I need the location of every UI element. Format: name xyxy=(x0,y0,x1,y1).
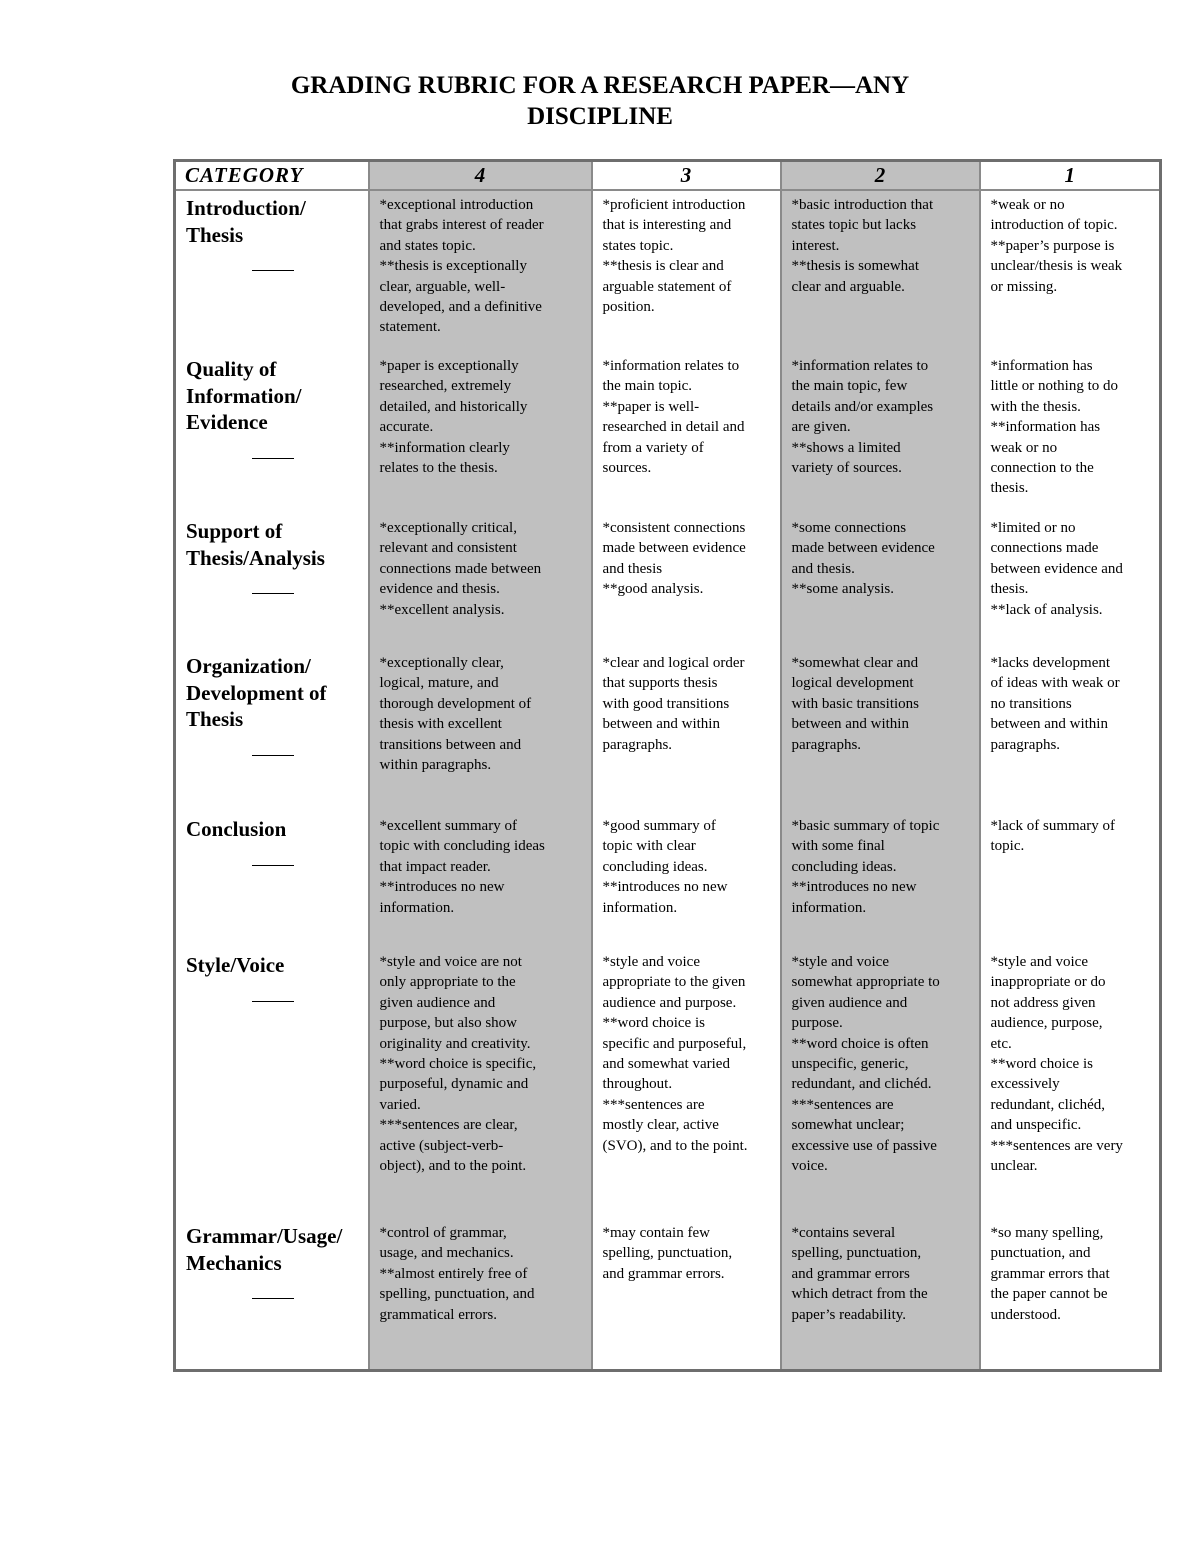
criteria-line: somewhat appropriate to xyxy=(791,974,940,991)
criteria-line: **almost entirely free of xyxy=(379,1265,528,1282)
criteria-line: ***sentences are clear, xyxy=(379,1117,518,1134)
criteria-line: and somewhat varied xyxy=(602,1056,730,1073)
score-blank-line xyxy=(252,1298,294,1299)
criteria-line: **paper’s purpose is xyxy=(990,237,1115,254)
criteria-line: with the thesis. xyxy=(990,398,1081,415)
category-name: Conclusion xyxy=(186,817,287,841)
criteria-line: inappropriate or do xyxy=(990,974,1106,991)
title-line-1: GRADING RUBRIC FOR A RESEARCH PAPER—ANY xyxy=(290,72,910,99)
criteria-line: of ideas with weak or xyxy=(990,675,1120,692)
category-name: Quality of xyxy=(186,357,277,381)
criteria-line: between and within xyxy=(791,716,909,733)
header-score-3: 3 xyxy=(592,161,781,191)
criteria-line: varied. xyxy=(379,1096,421,1113)
criteria-line: etc. xyxy=(990,1035,1012,1052)
criteria-line: topic with concluding ideas xyxy=(379,838,545,855)
criteria-line: *exceptionally critical, xyxy=(379,520,517,536)
criteria-line: *clear and logical order xyxy=(602,655,745,671)
table-row xyxy=(175,1219,1161,1370)
criteria-line: little or nothing to do xyxy=(990,378,1118,395)
criteria-line: originality and creativity. xyxy=(379,1035,531,1052)
criteria-line: thorough development of xyxy=(379,695,532,712)
criteria-line: **paper is well- xyxy=(602,398,700,415)
criteria-cell-score-1 xyxy=(980,190,1161,352)
category-name: Grammar/Usage/ xyxy=(186,1224,343,1248)
criteria-line: variety of sources. xyxy=(791,460,902,477)
category-cell xyxy=(175,190,369,352)
criteria-line: researched, extremely xyxy=(379,378,512,395)
criteria-line: *contains several xyxy=(791,1225,896,1241)
criteria-line: **good analysis. xyxy=(602,581,704,598)
criteria-line: redundant, clichéd, xyxy=(990,1096,1106,1113)
criteria-cell-score-2 xyxy=(781,514,980,649)
criteria-line: *some connections xyxy=(791,520,907,536)
criteria-line: interest. xyxy=(791,237,840,254)
criteria-line: and thesis xyxy=(602,560,663,577)
criteria-line: *good summary of xyxy=(602,818,716,834)
category-cell xyxy=(175,1219,369,1370)
criteria-cell-score-4 xyxy=(369,514,592,649)
rubric-table xyxy=(173,159,1162,1372)
criteria-line: **some analysis. xyxy=(791,581,894,598)
criteria-line: *basic summary of topic xyxy=(791,818,940,834)
criteria-line: *information relates to xyxy=(602,358,740,374)
criteria-line: logical development xyxy=(791,675,914,692)
criteria-line: states topic. xyxy=(602,237,674,254)
criteria-cell-score-3 xyxy=(592,948,781,1219)
criteria-line: details and/or examples xyxy=(791,398,934,415)
criteria-line: usage, and mechanics. xyxy=(379,1245,514,1262)
criteria-line: *lacks development xyxy=(990,655,1111,671)
criteria-line: topic. xyxy=(990,838,1025,855)
criteria-cell-score-3 xyxy=(592,514,781,649)
criteria-line: are given. xyxy=(791,419,851,436)
criteria-line: made between evidence xyxy=(602,540,746,557)
criteria-line: *may contain few xyxy=(602,1225,710,1241)
criteria-line: *lack of summary of xyxy=(990,818,1116,834)
criteria-line: *style and voice xyxy=(990,954,1088,970)
criteria-line: *so many spelling, xyxy=(990,1225,1104,1241)
criteria-line: paragraphs. xyxy=(990,736,1061,753)
criteria-line: concluding ideas. xyxy=(791,858,897,875)
criteria-line: *information has xyxy=(990,358,1093,374)
category-name: Organization/ xyxy=(186,654,311,678)
criteria-line: researched in detail and xyxy=(602,419,745,436)
criteria-line: topic with clear xyxy=(602,838,696,855)
criteria-line: arguable statement of xyxy=(602,278,732,295)
criteria-cell-score-1 xyxy=(980,1219,1161,1370)
criteria-line: made between evidence xyxy=(791,540,935,557)
criteria-line: **thesis is clear and xyxy=(602,258,724,275)
criteria-line: ***sentences are xyxy=(602,1096,705,1113)
criteria-line: **information clearly xyxy=(379,439,510,456)
criteria-line: between and within xyxy=(990,716,1108,733)
criteria-line: concluding ideas. xyxy=(602,858,708,875)
criteria-cell-score-4 xyxy=(369,352,592,514)
criteria-line: **lack of analysis. xyxy=(990,601,1103,618)
criteria-line: statement. xyxy=(379,319,441,336)
score-blank-line xyxy=(252,458,294,459)
criteria-line: which detract from the xyxy=(791,1286,928,1303)
criteria-cell-score-4 xyxy=(369,1219,592,1370)
criteria-line: specific and purposeful, xyxy=(602,1035,747,1052)
criteria-line: excessively xyxy=(990,1076,1060,1093)
criteria-line: *consistent connections xyxy=(602,520,746,536)
criteria-line: **introduces no new xyxy=(602,879,728,896)
category-cell xyxy=(175,948,369,1219)
criteria-line: relevant and consistent xyxy=(379,540,517,557)
criteria-cell-score-2 xyxy=(781,352,980,514)
criteria-cell-score-4 xyxy=(369,190,592,352)
category-name: Mechanics xyxy=(186,1250,282,1275)
criteria-cell-score-4 xyxy=(369,812,592,948)
criteria-line: information. xyxy=(379,899,455,916)
criteria-line: *paper is exceptionally xyxy=(379,358,519,374)
criteria-line: connections made between xyxy=(379,560,542,577)
criteria-line: spelling, punctuation, xyxy=(791,1245,922,1262)
criteria-line: information. xyxy=(602,899,678,916)
criteria-line: *style and voice xyxy=(602,954,700,970)
criteria-line: *limited or no xyxy=(990,520,1076,536)
criteria-line: not address given xyxy=(990,994,1096,1011)
criteria-line: *exceptionally clear, xyxy=(379,655,504,671)
criteria-line: evidence and thesis. xyxy=(379,581,500,598)
criteria-line: and unspecific. xyxy=(990,1117,1082,1134)
criteria-line: **thesis is exceptionally xyxy=(379,258,527,275)
criteria-line: mostly clear, active xyxy=(602,1117,719,1134)
criteria-cell-score-4 xyxy=(369,649,592,812)
criteria-line: excessive use of passive xyxy=(791,1137,937,1154)
criteria-cell-score-3 xyxy=(592,190,781,352)
criteria-line: detailed, and historically xyxy=(379,398,528,415)
score-blank-line xyxy=(252,1001,294,1002)
criteria-line: and grammar errors. xyxy=(602,1265,725,1282)
criteria-cell-score-1 xyxy=(980,352,1161,514)
criteria-line: unspecific, generic, xyxy=(791,1056,909,1073)
category-cell xyxy=(175,352,369,514)
criteria-line: introduction of topic. xyxy=(990,217,1118,234)
criteria-line: sources. xyxy=(602,460,652,477)
header-score-2: 2 xyxy=(781,161,980,191)
criteria-line: the main topic, few xyxy=(791,378,908,395)
criteria-line: the paper cannot be xyxy=(990,1286,1108,1303)
criteria-cell-score-2 xyxy=(781,812,980,948)
criteria-line: with basic transitions xyxy=(791,695,919,712)
criteria-line: *somewhat clear and xyxy=(791,655,919,671)
title-line-2: DISCIPLINE xyxy=(527,103,673,130)
criteria-line: connections made xyxy=(990,540,1099,557)
table-row xyxy=(175,190,1161,352)
criteria-line: information. xyxy=(791,899,867,916)
criteria-line: appropriate to the given xyxy=(602,974,746,991)
criteria-line: **word choice is often xyxy=(791,1035,929,1052)
criteria-line: grammar errors that xyxy=(990,1265,1110,1282)
criteria-line: that is interesting and xyxy=(602,217,732,234)
criteria-line: purposeful, dynamic and xyxy=(379,1076,529,1093)
criteria-line: somewhat unclear; xyxy=(791,1117,905,1134)
header-row xyxy=(175,161,1161,191)
criteria-cell-score-3 xyxy=(592,352,781,514)
score-blank-line xyxy=(252,270,294,271)
criteria-line: object), and to the point. xyxy=(379,1158,527,1175)
criteria-line: and grammar errors xyxy=(791,1265,910,1282)
criteria-line: given audience and xyxy=(379,994,496,1011)
criteria-line: *weak or no xyxy=(990,197,1065,213)
criteria-line: only appropriate to the xyxy=(379,974,516,991)
criteria-line: active (subject-verb- xyxy=(379,1137,504,1154)
criteria-line: and thesis. xyxy=(791,560,855,577)
criteria-line: **thesis is somewhat xyxy=(791,258,919,275)
criteria-line: **excellent analysis. xyxy=(379,601,505,618)
criteria-line: purpose, but also show xyxy=(379,1015,517,1032)
criteria-cell-score-2 xyxy=(781,649,980,812)
criteria-line: thesis with excellent xyxy=(379,716,502,733)
category-name: Thesis xyxy=(186,707,244,731)
criteria-line: purpose. xyxy=(791,1015,843,1032)
category-name: Development of xyxy=(186,680,327,705)
header-score-4: 4 xyxy=(369,161,592,191)
table-row xyxy=(175,948,1161,1219)
criteria-line: from a variety of xyxy=(602,439,704,456)
criteria-line: weak or no xyxy=(990,439,1058,456)
criteria-line: connection to the xyxy=(990,460,1094,477)
criteria-line: paragraphs. xyxy=(791,736,862,753)
criteria-line: ***sentences are very xyxy=(990,1137,1123,1154)
criteria-cell-score-2 xyxy=(781,948,980,1219)
criteria-line: audience, purpose, xyxy=(990,1015,1103,1032)
category-name: Introduction/ xyxy=(186,196,306,220)
criteria-line: **word choice is xyxy=(602,1015,705,1032)
criteria-line: **introduces no new xyxy=(791,879,917,896)
table-row xyxy=(175,649,1161,812)
criteria-cell-score-1 xyxy=(980,649,1161,812)
criteria-line: between and within xyxy=(602,716,720,733)
category-cell xyxy=(175,514,369,649)
criteria-line: thesis. xyxy=(990,480,1029,497)
category-name: Information/ xyxy=(186,383,302,408)
criteria-line: grammatical errors. xyxy=(379,1306,497,1323)
criteria-cell-score-1 xyxy=(980,514,1161,649)
criteria-line: *exceptional introduction xyxy=(379,197,534,213)
criteria-line: *proficient introduction xyxy=(602,197,746,213)
criteria-line: **word choice is specific, xyxy=(379,1056,537,1073)
category-name: Evidence xyxy=(186,410,268,434)
criteria-line: that grabs interest of reader xyxy=(379,217,544,234)
criteria-line: spelling, punctuation, xyxy=(602,1245,733,1262)
criteria-line: thesis. xyxy=(990,581,1029,598)
criteria-line: audience and purpose. xyxy=(602,994,737,1011)
criteria-line: understood. xyxy=(990,1306,1061,1323)
criteria-cell-score-1 xyxy=(980,812,1161,948)
criteria-line: paragraphs. xyxy=(602,736,673,753)
category-name: Thesis xyxy=(186,222,244,247)
criteria-line: **introduces no new xyxy=(379,879,505,896)
criteria-cell-score-3 xyxy=(592,1219,781,1370)
criteria-cell-score-3 xyxy=(592,812,781,948)
category-name: Style/Voice xyxy=(186,953,285,977)
criteria-line: unclear. xyxy=(990,1158,1038,1175)
criteria-line: relates to the thesis. xyxy=(379,460,498,477)
criteria-line: accurate. xyxy=(379,419,434,436)
criteria-line: between evidence and xyxy=(990,560,1123,577)
criteria-line: states topic but lacks xyxy=(791,217,917,234)
criteria-line: **information has xyxy=(990,419,1101,436)
criteria-line: *style and voice xyxy=(791,954,889,970)
criteria-line: the main topic. xyxy=(602,378,693,395)
table-row xyxy=(175,812,1161,948)
criteria-line: **shows a limited xyxy=(791,439,901,456)
criteria-line: **word choice is xyxy=(990,1056,1093,1073)
criteria-line: clear and arguable. xyxy=(791,278,905,295)
score-blank-line xyxy=(252,593,294,594)
criteria-line: developed, and a definitive xyxy=(379,299,542,316)
criteria-line: *control of grammar, xyxy=(379,1225,507,1241)
criteria-line: *information relates to xyxy=(791,358,929,374)
criteria-line: transitions between and xyxy=(379,736,522,753)
criteria-line: throughout. xyxy=(602,1076,673,1093)
criteria-line: unclear/thesis is weak xyxy=(990,258,1123,275)
criteria-line: spelling, punctuation, and xyxy=(379,1286,535,1303)
criteria-line: ***sentences are xyxy=(791,1096,894,1113)
criteria-cell-score-2 xyxy=(781,1219,980,1370)
table-row xyxy=(175,352,1161,514)
header-score-1: 1 xyxy=(980,161,1161,191)
category-cell xyxy=(175,812,369,948)
criteria-line: punctuation, and xyxy=(990,1245,1091,1262)
category-name: Support of xyxy=(186,519,283,543)
score-blank-line xyxy=(252,755,294,756)
criteria-line: given audience and xyxy=(791,994,908,1011)
criteria-cell-score-3 xyxy=(592,649,781,812)
criteria-line: *excellent summary of xyxy=(379,818,517,834)
criteria-line: logical, mature, and xyxy=(379,675,499,692)
criteria-line: position. xyxy=(602,299,655,316)
category-cell xyxy=(175,649,369,812)
score-blank-line xyxy=(252,865,294,866)
criteria-line: no transitions xyxy=(990,695,1072,712)
criteria-line: and states topic. xyxy=(379,237,476,254)
criteria-line: within paragraphs. xyxy=(379,757,492,774)
criteria-cell-score-1 xyxy=(980,948,1161,1219)
table-row xyxy=(175,514,1161,649)
criteria-cell-score-4 xyxy=(369,948,592,1219)
criteria-line: voice. xyxy=(791,1158,828,1175)
criteria-line: that supports thesis xyxy=(602,675,718,692)
page-title xyxy=(0,70,1200,132)
criteria-line: *basic introduction that xyxy=(791,197,934,213)
criteria-line: or missing. xyxy=(990,278,1058,295)
criteria-cell-score-2 xyxy=(781,190,980,352)
criteria-line: with some final xyxy=(791,838,885,855)
criteria-line: *style and voice are not xyxy=(379,954,522,970)
criteria-line: (SVO), and to the point. xyxy=(602,1137,748,1154)
criteria-line: clear, arguable, well- xyxy=(379,278,506,295)
criteria-line: that impact reader. xyxy=(379,858,491,875)
criteria-line: redundant, and clichéd. xyxy=(791,1076,932,1093)
criteria-line: with good transitions xyxy=(602,695,730,712)
criteria-line: paper’s readability. xyxy=(791,1306,907,1323)
header-category: CATEGORY xyxy=(175,161,369,191)
category-name: Thesis/Analysis xyxy=(186,545,325,570)
